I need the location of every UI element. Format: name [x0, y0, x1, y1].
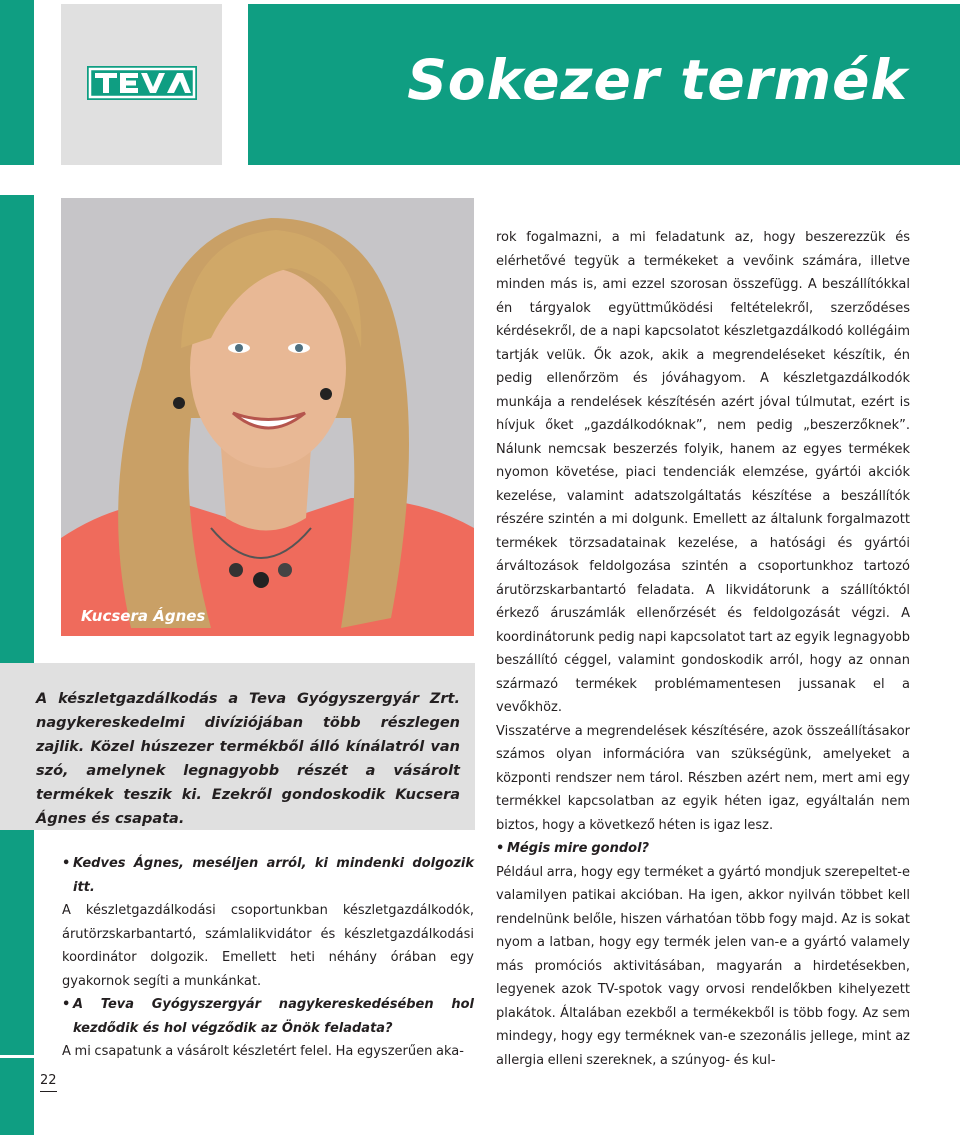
- lead-paragraph: A készletgazdálkodás a Teva Gyógyszergyár Zrt. nagykereskedelmi divíziójában több részlegen zajlik. Közel húszezer termékből álló kínálatról van szó, amelynek legnagyobb részét a vásárolt termékek teszik ki. Ezekről gondoskodik Kucsera Ágnes és csapata.: [36, 691, 460, 827]
- page-number: 22: [40, 1072, 57, 1092]
- answer-2: A mi csapatunk a vásárolt készletért felel. Ha egyszerűen aka-: [62, 1044, 464, 1059]
- green-bar-top-left: [0, 0, 34, 165]
- question-3: • Mégis mire gondol?: [496, 837, 910, 861]
- green-bar-left-bottom: [0, 1058, 34, 1135]
- right-column: [496, 226, 910, 1072]
- teva-logo: [87, 66, 197, 100]
- question-2: • A Teva Gyógyszergyár nagykereskedésében hol kezdődik és hol végződik az Önök feladata?: [62, 993, 474, 1040]
- page-title: Sokezer termék: [407, 48, 908, 112]
- paragraph-3: Például arra, hogy egy terméket a gyártó mondjuk szerepeltet-e valamilyen patikai akcióban. Ha igen, akkor nyilván többet kell rendelnünk belőle, hiszen várhatóan több fogy majd. Az is sokat nyom a latban, hogy egy termék jelen van-e a gyártó valamely más promóciós aktivitásában, magyarán a hirdetésekben, legyenek azok TV-spotok vagy orvosi rendelőkben kihelyezett plakátok. Általában ezekből a termékekből is több fogy. Az sem mindegy, hogy egy terméknek van-e szezonális jellege, mint az allergia elleni szereknek, a szúnyog- és kul-: [496, 864, 910, 1068]
- paragraph-2: Visszatérve a megrendelések készítésére, azok összeállításakor számos olyan információra van szükségünk, amelyeket a központi rendszer nem tárol. Részben azért nem, mert ami egy termékkel kapcsolatban az egyik héten igaz, egyáltalán nem biztos, hogy a következő héten is igaz lesz.: [496, 723, 910, 833]
- photo-caption: Kucsera Ágnes: [81, 607, 206, 625]
- paragraph-1: rok fogalmazni, a mi feladatunk az, hogy beszerezzük és elérhetővé tegyük a termékeket a vevőink számára, illetve minden más is, ami ezzel szorosan összefügg. A beszállítókkal én tárgyalok együttműködési feltételekről, szerződéses kérdésekről, de a napi kapcsolatot készletgazdálkodó kollégáim tartják velük. Ők azok, akik a megrendeléseket készítik, én pedig ellenőrzöm és jóváhagyom. A készletgazdálkodók munkája a rendelések készítésén azért jóval túlmutat, ezért is hívjuk őket „gazdálkodóknak”, nem pedig „beszerzőknek”. Nálunk nemcsak beszerzés folyik, hanem az egyes termékek nyomon követése, piaci tendenciák elemzése, gyártói akciók kezelése, valamint adatszolgáltatás készítése a beszállítók részére szintén a mi dolgunk. Emellett az általunk forgalmazott termékek törzsadatainak kezelése, a hatósági és gyártói árváltozások feldolgozása szintén a csoportunkhoz tartozó árutörzskarbantartó feladata. A likvidátorunk a szállítóktól érkező áruszámlák ellenőrzését és feldolgozását végzi. A koordinátorunk pedig napi kapcsolatot tart az egyik legnagyobb beszállító céggel, valamint gondoskodik arról, hogy az onnan származó termékek problémamentesen jussanak el a vevőkhöz.: [496, 230, 910, 715]
- green-bar-left: [0, 195, 34, 1055]
- answer-1: A készletgazdálkodási csoportunkban készletgazdálkodók, árutörzskarbantartó, számlalikvidátor és készletgazdálkodási koordinátor dolgozik. Emellett heti néhány órában egy gyakornok segíti a munkánkat.: [62, 903, 474, 989]
- question-1: • Kedves Ágnes, meséljen arról, ki mindenki dolgozik itt.: [62, 852, 474, 899]
- portrait-photo: [61, 198, 474, 636]
- left-column: [62, 852, 474, 1064]
